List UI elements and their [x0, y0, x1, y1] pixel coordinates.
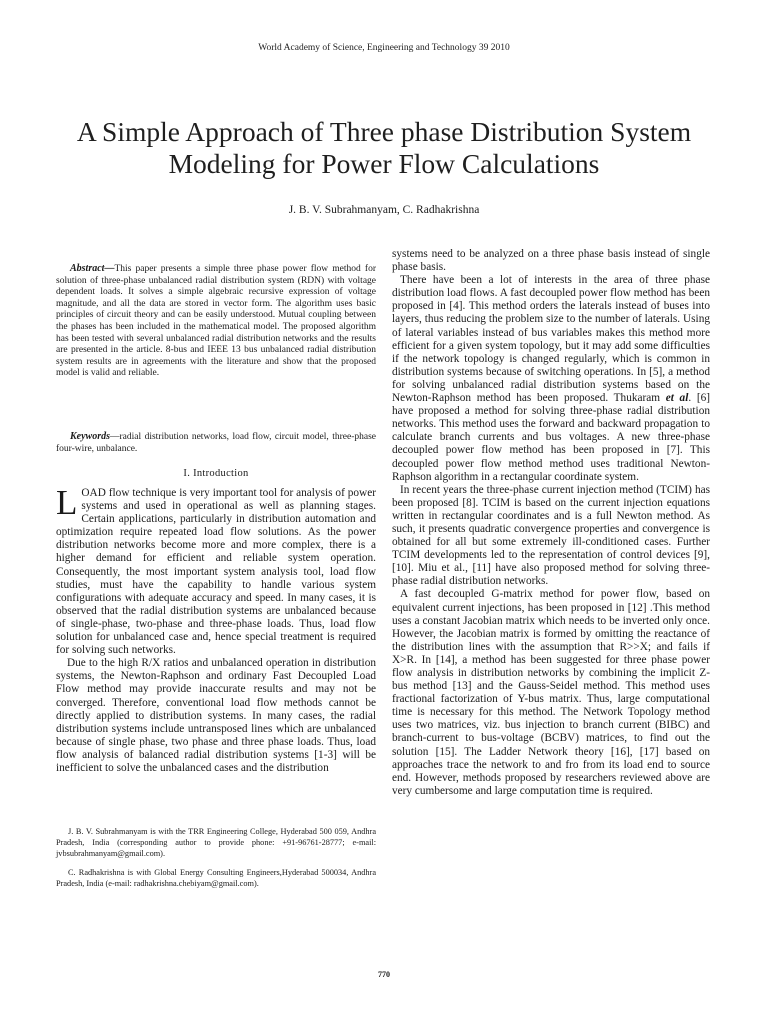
- right-paragraph-1: systems need to be analyzed on a three phase basis instead of single phase basis.: [392, 248, 710, 274]
- right-paragraph-2: [392, 274, 710, 484]
- section-heading-introduction: I. Introduction: [183, 468, 249, 479]
- author-list: J. B. V. Subrahmanyam, C. Radhakrishna: [288, 204, 480, 216]
- right-paragraph-3: In recent years the three-phase current injection method (TCIM) has been proposed [8]. TCIM is based on the current injection equations written in rectangular coordinates and is a full Newton method. As such, it presents quadratic convergence properties and convergence is obtained for all but some extremely ill-conditioned cases. Further TCIM developments led to the representation of control devices [9], [10]. Miu et al., [11] have also proposed method for solving three-phase radial distribution networks.: [392, 483, 710, 588]
- drop-cap: L: [56, 483, 78, 522]
- introduction-body: [56, 483, 376, 775]
- abstract-label: Abstract—: [70, 263, 115, 274]
- abstract-text: This paper presents a simple three phase power flow method for solution of three-phase unbalanced radial distribution system (RDN) with voltage dependent loads. It solves a simple algebraic recursive expression of voltage magnitude, and all the data are stored in vector form. The algorithm uses basic principles of circuit theory and can be easily understood. Mutual coupling between the phases has been included in the mathematical model. The proposed algorithm has been tested with several unbalanced radial distribution networks and the results are presented in the article. 8-bus and IEEE 13 bus unbalanced radial distribution system results are in agreements with the literature and show that the proposed model is valid and reliable.: [56, 264, 376, 379]
- keywords: [56, 431, 376, 455]
- right-paragraph-4: A fast decoupled G-matrix method for power flow, based on equivalent current injections, has been proposed in [12] .This method uses a constant Jacobian matrix which needs to be inverted only once. However, the Jacobian matrix is formed by omitting the reactance of the distribution lines with the assumption that R>>X; and fails if X>R. In [14], a method has been suggested for three phase power flow analysis in distribution networks by combining the implicit Z-bus method [13] and the Gauss-Seidel method. This method uses fractional factorization of Y-bus matrix. Thus, large computational time is necessary for this method. The Network Topology method uses two matrices, viz. bus injection to branch current (BIBC) and branch-current to bus-voltage (BCBV) matrices, to find out the solution [15]. The Ladder Network theory [16], [17] based on approaches trace the network to and fro from its load end to source end. However, methods proposed by researchers reviewed above are very cumbersome and large computation time is required.: [392, 588, 710, 797]
- journal-header: World Academy of Science, Engineering and Technology 39 2010: [258, 43, 510, 53]
- intro-paragraph-1: [56, 483, 376, 657]
- right-column: [392, 248, 710, 798]
- footnote-2: C. Radhakrishna is with Global Energy Consulting Engineers,Hyderabad 500034, Andhra Pradesh, India (e-mail: radhakrishna.chebiyam@gmail.com).: [56, 868, 376, 888]
- paper-title: A Simple Approach of Three phase Distribution System Modeling for Power Flow Calculations: [76, 116, 692, 179]
- intro-paragraph-2: Due to the high R/X ratios and unbalanced operation in distribution systems, the Newton-Raphson and ordinary Fast Decoupled Load Flow method may provide inaccurate results and may not be converged. Therefore, conventional load flow methods cannot be directly applied to distribution systems. In many cases, the radial distribution systems include untransposed lines which are unbalanced because of single phase, two phase and three phase loads. Thus, load flow analysis of balanced radial distribution systems [1-3] will be inefficient to solve the unbalanced cases and the distribution: [56, 657, 376, 774]
- footnote-1: J. B. V. Subrahmanyam is with the TRR Engineering College, Hyderabad 500 059, Andhra Pradesh, India (corresponding author to provide phone: +91-96761-28777; e-mail: jvbsubrahmanyam@gmail.com).: [56, 827, 376, 858]
- keywords-label: Keywords: [70, 431, 110, 442]
- keywords-text: —radial distribution networks, load flow, circuit model, three-phase four-wire, unbalance.: [56, 432, 376, 454]
- right-paragraph-2-text: There have been a lot of interests in the area of three phase distribution load flows. A fast decoupled power flow method has been proposed in [4]. This method orders the laterals instead of buses into layers, thus reducing the problem size to the number of laterals. Using of lateral variables instead of bus variables makes this method more efficient for a given system topology, but it may add some difficulties if the network topology is changed regularly, which is common in distribution systems because of switching operations. In [5], a method for solving unbalanced radial distribution systems based on the Newton-Raphson method has been proposed. Thukaram: [392, 274, 710, 405]
- author-footnotes: [56, 826, 376, 897]
- page-number: 770: [378, 970, 390, 979]
- abstract: [56, 263, 376, 380]
- et-al-italic: et al: [665, 392, 689, 405]
- intro-paragraph-1-text: OAD flow technique is very important tool for analysis of power systems and used in operational as well as planning stages. Certain applications, particularly in distribution automation and optimization require repeated load flow solutions. As the power distribution networks become more and more complex, there is a higher demand for efficient and reliable system operation. Consequently, the most important system analysis tool, load flow studies, must have the capability to handle various system configurations with adequate accuracy and speed. In many cases, it is observed that the radial distribution systems are unbalanced because of single-phase, two-phase and three-phase loads. Thus, load flow solution for unbalanced case and, hence special treatment is required for solving such networks.: [56, 487, 376, 657]
- right-paragraph-2-end: . [6] have proposed a method for solving three-phase radial distribution networks. This method uses the forward and backward propagation to calculate branch currents and bus voltages. A new three-phase decoupled power flow method has been proposed in [7]. This decoupled power flow method method uses traditional Newton-Raphson algorithm in a rectangular coordinate system.: [392, 392, 710, 483]
